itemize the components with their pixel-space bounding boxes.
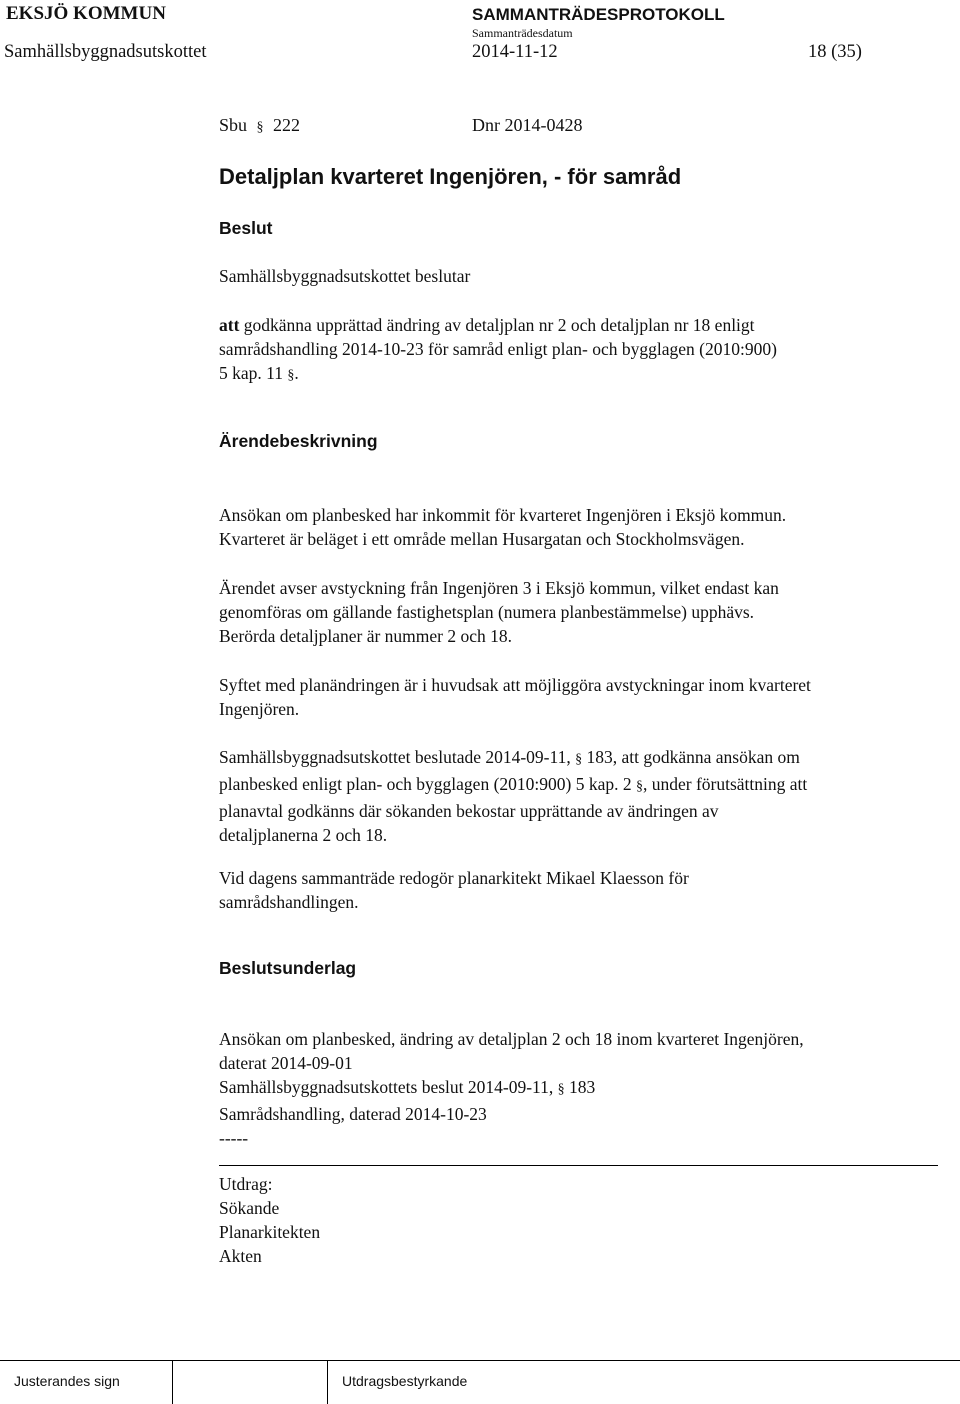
case-number: Dnr 2014-0428 bbox=[472, 115, 583, 135]
meeting-date: 2014-11-12 bbox=[472, 42, 558, 62]
description-paragraph-3 bbox=[219, 673, 811, 721]
decision-line-3-end: . bbox=[294, 363, 299, 383]
text-line: detaljplanerna 2 och 18. bbox=[219, 825, 388, 845]
extract-recipient: Planarkitekten bbox=[219, 1222, 321, 1242]
text-line: genomföras om gällande fastighetsplan (numera planbestämmelse) upphävs. bbox=[219, 602, 755, 622]
text-line: Berörda detaljplaner är nummer 2 och 18. bbox=[219, 626, 513, 646]
page-number: 18 (35) bbox=[808, 42, 862, 62]
decision-intro: Samhällsbyggnadsutskottet beslutar bbox=[219, 266, 471, 286]
committee-name: Samhällsbyggnadsutskottet bbox=[4, 42, 207, 62]
text-part: , under förutsättning att bbox=[642, 774, 808, 794]
decision-line-3-text: 5 kap. 11 bbox=[219, 363, 283, 383]
basis-heading: Beslutsunderlag bbox=[219, 958, 357, 978]
text-line: Syftet med planändringen är i huvudsak att möjliggöra avstyckningar inom kvarteret bbox=[219, 675, 811, 695]
section-sign: § bbox=[575, 752, 583, 767]
signature-label: Justerandes sign bbox=[14, 1373, 120, 1389]
text-line: Ansökan om planbesked har inkommit för kvarteret Ingenjören i Eksjö kommun. bbox=[219, 505, 787, 525]
text-part: 183 bbox=[569, 1077, 596, 1097]
document-type: SAMMANTRÄDESPROTOKOLL bbox=[472, 5, 725, 24]
text-line: Kvarteret är beläget i ett område mellan Husargatan och Stockholmsvägen. bbox=[219, 529, 745, 549]
page-title: Detaljplan kvarteret Ingenjören, - för samråd bbox=[219, 164, 682, 189]
extract-recipient: Sökande bbox=[219, 1198, 280, 1218]
text-part: Samhällsbyggnadsutskottet beslutade 2014-09-11, bbox=[219, 747, 571, 767]
decision-line-3 bbox=[219, 361, 777, 388]
section-sign: § bbox=[287, 368, 295, 383]
text-line: Vid dagens sammanträde redogör planarkitekt Mikael Klaesson för bbox=[219, 868, 689, 888]
footer-separator bbox=[327, 1360, 328, 1404]
decision-line-1: godkänna upprättad ändring av detaljplan nr 2 och detaljplan nr 18 enligt bbox=[243, 315, 755, 335]
description-heading: Ärendebeskrivning bbox=[219, 431, 378, 451]
decision-text bbox=[219, 313, 777, 388]
text-line: planavtal godkänns där sökanden bekostar upprättande av ändringen av bbox=[219, 801, 719, 821]
text-line: Ärendet avser avstyckning från Ingenjören 3 i Eksjö kommun, vilket endast kan bbox=[219, 578, 779, 598]
description-paragraph-5 bbox=[219, 866, 689, 914]
text-line bbox=[219, 1075, 804, 1102]
municipality-name: EKSJÖ KOMMUN bbox=[6, 3, 166, 24]
text-line: ----- bbox=[219, 1128, 249, 1148]
text-line bbox=[219, 772, 807, 799]
basis-list bbox=[219, 1027, 804, 1150]
footer-rule bbox=[0, 1360, 960, 1361]
text-line: samrådshandlingen. bbox=[219, 892, 359, 912]
extract-list bbox=[219, 1172, 320, 1268]
divider-line bbox=[219, 1165, 938, 1166]
description-paragraph-4 bbox=[219, 745, 807, 847]
att-word: att bbox=[219, 315, 240, 335]
decision-line bbox=[219, 313, 777, 337]
decision-heading: Beslut bbox=[219, 218, 273, 238]
extract-label: Utdrag: bbox=[219, 1174, 273, 1194]
description-paragraph-2 bbox=[219, 576, 779, 648]
text-line: Ingenjören. bbox=[219, 699, 300, 719]
section-reference bbox=[219, 115, 300, 136]
section-sign: § bbox=[557, 1082, 565, 1097]
section-sign: § bbox=[256, 120, 264, 135]
section-sign: § bbox=[635, 779, 643, 794]
description-paragraph-1 bbox=[219, 503, 786, 551]
text-line: Ansökan om planbesked, ändring av detaljplan 2 och 18 inom kvarteret Ingenjören, bbox=[219, 1029, 804, 1049]
footer-separator bbox=[172, 1360, 173, 1404]
text-part: Samhällsbyggnadsutskottets beslut 2014-09-11, bbox=[219, 1077, 554, 1097]
decision-line-2: samrådshandling 2014-10-23 för samråd enligt plan- och bygglagen (2010:900) bbox=[219, 339, 777, 359]
extract-recipient: Akten bbox=[219, 1246, 262, 1266]
text-part: planbesked enligt plan- och bygglagen (2010:900) 5 kap. 2 bbox=[219, 774, 632, 794]
sbu-number: 222 bbox=[273, 115, 301, 135]
meeting-date-label: Sammanträdesdatum bbox=[472, 26, 573, 40]
text-line: daterat 2014-09-01 bbox=[219, 1053, 353, 1073]
text-part: 183, att godkänna ansökan om bbox=[586, 747, 800, 767]
text-line bbox=[219, 745, 807, 772]
sbu-label: Sbu bbox=[219, 115, 248, 135]
certification-label: Utdragsbestyrkande bbox=[342, 1373, 468, 1389]
text-line: Samrådshandling, daterad 2014-10-23 bbox=[219, 1104, 487, 1124]
